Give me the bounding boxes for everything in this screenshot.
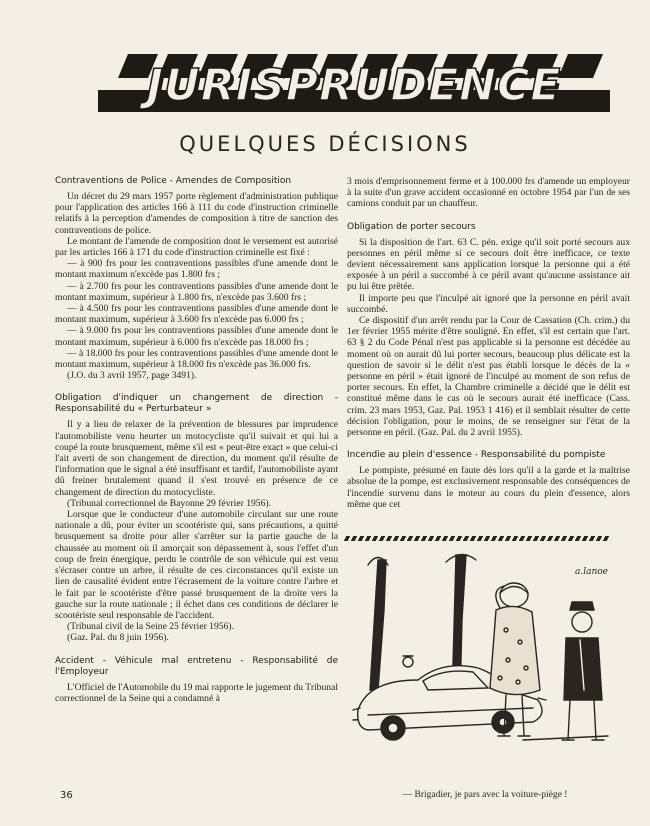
paragraph: L'Officiel de l'Automobile du 19 mai rapporte le jugement du Tribunal correctionnel de la Seine qui a condamné à	[55, 681, 338, 704]
page-subtitle: QUELQUES DÉCISIONS	[179, 132, 471, 156]
list-item: — à 2.700 frs pour les contraventions passibles d'une amende dont le montant maximum, supérieur à 1.800 frs, n'excède pas 3.600 frs ;	[55, 280, 338, 303]
reference: (Gaz. Pal. du 8 juin 1956).	[67, 632, 169, 644]
section-heading: Accident - Véhicule mal entretenu - Responsabilité de l'Employeur	[55, 655, 338, 677]
cartoon-drawing	[348, 550, 614, 780]
reference: (Tribunal correctionnel de Bayonne 29 février 1956).	[67, 497, 271, 509]
section-heading: Obligation d'indiquer un changement de direction - Responsabilité du « Perturbateur »	[55, 393, 338, 415]
section-heading: Contraventions de Police - Amendes de Composition	[55, 176, 292, 186]
list-item: — à 9.000 frs pour les contraventions passibles d'une amende dont le montant maximum, supérieur à 6.000 frs n'excède pas 18.000 frs ;	[55, 325, 338, 348]
dashed-divider	[344, 536, 612, 541]
section-heading: Incendie au plein d'essence - Responsabilité du pompiste	[347, 450, 606, 461]
cartoon-caption: — Brigadier, je pars avec la voiture-piège !	[402, 790, 568, 800]
paragraph: 3 mois d'emprisonnement ferme et à 100.000 frs d'amende un employeur à la suite d'un grave accident occasionné en octobre 1954 par l'un de ses camions conduit par un chauffeur.	[347, 176, 630, 210]
paragraph: Il importe peu que l'inculpé ait ignoré que la personne en péril avait succombé.	[347, 292, 630, 315]
cartoon-illustration	[348, 550, 614, 780]
left-column	[55, 176, 338, 704]
paragraph: Le montant de l'amende de composition dont le versement est autorisé par les articles 166 à 171 du code d'instruction criminelle est fixé :	[55, 235, 338, 259]
jurisprudence-banner	[98, 50, 610, 116]
right-column	[347, 176, 630, 510]
paragraph: Un décret du 29 mars 1957 porte règlement d'administration publique pour l'application des articles 166 à 111 du code d'instruction criminelle relatifs à la perception d'amendes de composition à titre de sanction des contraventions de police.	[55, 191, 338, 236]
list-item: — à 4.500 frs pour les contraventions passibles d'une amende dont le montant maximum, supérieur à 3.600 frs n'excède pas 6.000 frs ;	[55, 303, 338, 326]
paragraph: Si la disposition de l'art. 63 C. pén. exige qu'il soit porté secours aux personnes en péril même si ce secours doit être inefficace, ce texte devient nécessairement sans application lorsque la personne qui a été exposée à un péril a succombé à ce péril avant qu'aucune assistance ait pu lui être prêtée.	[347, 236, 630, 293]
list-item: — à 900 frs pour les contraventions passibles d'une amende dont le montant maximum n'excède pas 1.800 frs ;	[55, 258, 338, 281]
banner-title: JURISPRUDENCE	[146, 60, 562, 111]
list-item: — à 18.000 frs pour les contraventions passibles d'une amende dont le montant maximum, supérieur à 18.000 frs n'excède pas 36.000 frs.	[55, 347, 338, 371]
paragraph: Lorsque que le conducteur d'une automobile circulant sur une route nationale a dû, pour éviter un scootériste qui, sans précautions, a quitté brusquement sa droite pour aller s'arrêter sur la partie gauche de la chaussée au moment où il amorçait son dépassement à, sous l'effet d'un coup de frein énergique, perdu le contrôle de son véhicule qui est venu s'écraser contre un arbre, il résulte de ces circonstances qu'il existe un lien de causalité évident entre l'écrasement de la voiture contre l'arbre et le fait par le scootériste d'être passé brusquement de la droite vers la gauche sur la route nationale ; il échet dans ces conditions de déclarer le scootériste seul responsable de l'accident.	[55, 509, 338, 621]
page-number: 36	[60, 790, 73, 801]
section-heading: Obligation de porter secours	[347, 221, 476, 232]
paragraph: Il y a lieu de relaxer de la prévention de blessures par imprudence l'automobiliste venu heurter un motocycliste qu'il suivait et qui lui a coupé la route brusquement, même s'il est « peut-être exact » que celui-ci l'ait averti de son changement de direction, du moment qu'il résulte de l'information que le signal a été insuffisant et tardif, l'automobiliste ayant dû freiner brutalement quand il s'est trouvé en présence de ce changement de direction du motocycliste.	[55, 419, 338, 498]
reference: (J.O. du 3 avril 1957, page 3491).	[67, 370, 197, 382]
reference: (Tribunal civil de la Seine 25 février 1956).	[67, 621, 234, 633]
paragraph: Le pompiste, présumé en faute dès lors qu'il a la garde et la maîtrise absolue de la pompe, est exclusivement responsable des conséquences de l'incendie survenu dans le moteur au cours du plein d'essence, alors même que cet	[347, 465, 630, 510]
paragraph: Ce dispositif d'un arrêt rendu par la Cour de Cassation (Ch. crim.) du 1er février 1955 mérite d'être souligné. En effet, s'il est certain que l'art. 63 § 2 du Code Pénal n'est pas applicable si la personne est décédée au moment où on aurait dû lui porter secours, beaucoup plus délicate est la question de savoir si le délit n'est pas établi lorsque le décès de la « personne en péril » était ignoré de l'inculpé au moment de son refus de porter secours. En effet, la Chambre criminelle a décidé que le délit est constitué même dans le cas où le secours aurait été inefficace (Cass. crim. 23 mars 1953, Gaz. Pal. 1953 1 416) et il semblait résulter de cette décision l'obligation, pour le moins, de se renseigner sur l'état de la personne en péril. (Gaz. Pal. du 2 avril 1955).	[347, 315, 630, 439]
artist-signature: a.lanoe	[575, 567, 609, 577]
